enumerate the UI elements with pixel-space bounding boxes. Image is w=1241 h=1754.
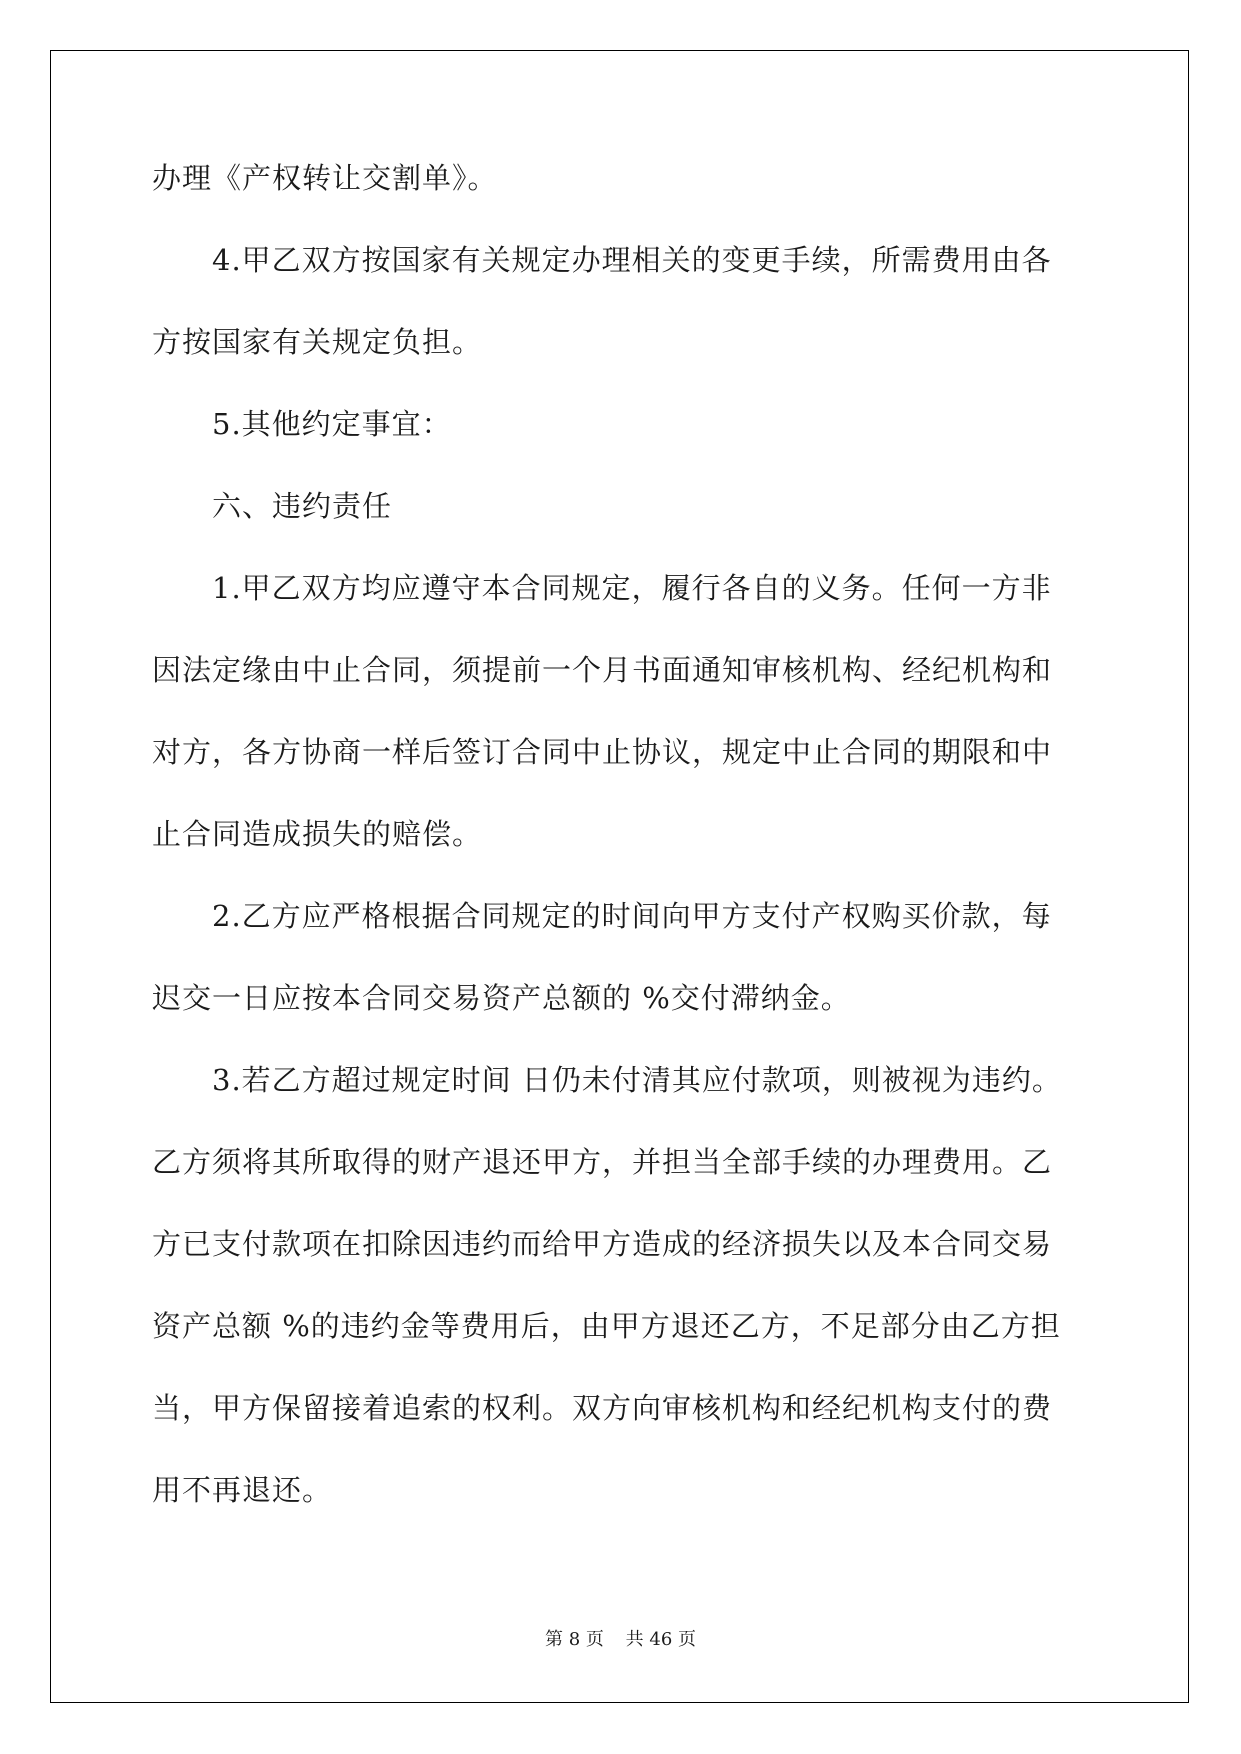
text-line: 乙方须将其所取得的财产退还甲方，并担当全部手续的办理费用。乙 [152, 1145, 1053, 1179]
text-line: 因法定缘由中止合同，须提前一个月书面通知审核机构、经纪机构和 [152, 653, 1053, 687]
text-line: 办理《产权转让交割单》。 [152, 161, 498, 195]
text-line: 止合同造成损失的赔偿。 [152, 817, 483, 851]
text-line: 2.乙方应严格根据合同规定的时间向甲方支付产权购买价款，每 [212, 899, 1052, 933]
text-line: 3.若乙方超过规定时间 日仍未付清其应付款项，则被视为违约。 [212, 1063, 1062, 1097]
page-footer [0, 1625, 1241, 1651]
text-line: 迟交一日应按本合同交易资产总额的 %交付滞纳金。 [152, 981, 851, 1015]
text-line: 用不再退还。 [152, 1473, 333, 1507]
text-line: 4.甲乙双方按国家有关规定办理相关的变更手续，所需费用由各 [212, 243, 1052, 277]
text-line: 1.甲乙双方均应遵守本合同规定，履行各自的义务。任何一方非 [212, 571, 1052, 605]
text-line: 方按国家有关规定负担。 [152, 325, 483, 359]
text-line: 方已支付款项在扣除因违约而给甲方造成的经济损失以及本合同交易 [152, 1227, 1053, 1261]
page-number: 第 8 页 [545, 1629, 604, 1650]
section-heading: 六、违约责任 [212, 489, 393, 523]
text-line: 对方，各方协商一样后签订合同中止协议，规定中止合同的期限和中 [152, 735, 1053, 769]
text-line: 当，甲方保留接着追索的权利。双方向审核机构和经纪机构支付的费 [152, 1391, 1053, 1425]
text-line: 资产总额 %的违约金等费用后，由甲方退还乙方，不足部分由乙方担 [152, 1309, 1061, 1343]
document-body [152, 160, 1092, 1554]
text-line: 5.其他约定事宜： [212, 407, 452, 441]
page-total: 共 46 页 [625, 1629, 696, 1650]
